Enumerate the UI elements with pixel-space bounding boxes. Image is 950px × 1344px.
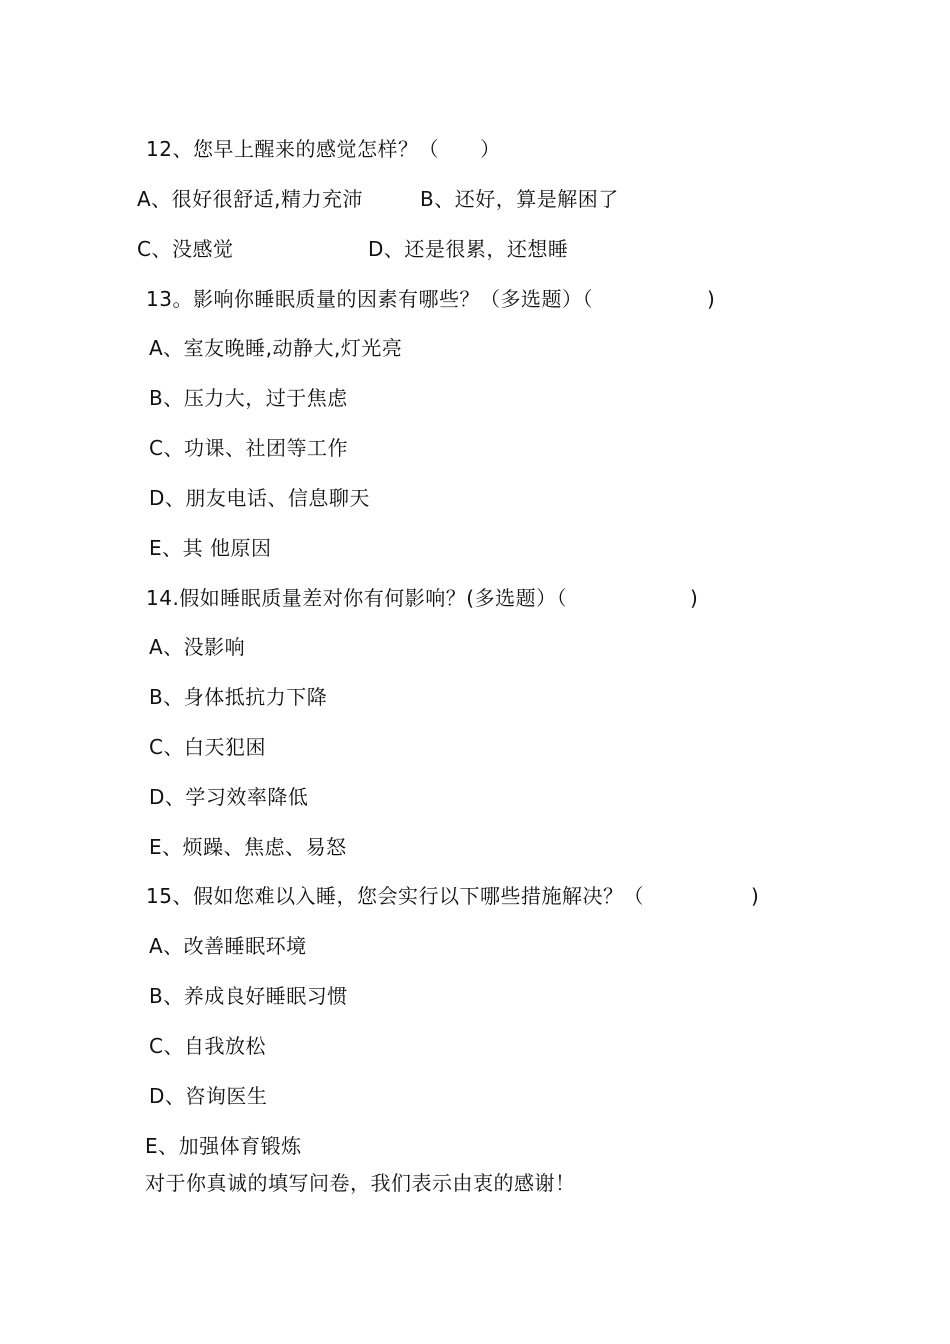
- q13-option-c: C、功课、社团等工作: [149, 436, 348, 460]
- q13-option-a: A、室友晚睡,动静大,灯光亮: [149, 336, 403, 360]
- q15-option-a: A、改善睡眠环境: [149, 934, 307, 958]
- question-13: 13。影响你睡眠质量的因素有哪些？（多选题）（: [146, 287, 593, 311]
- q13-option-b: B、压力大，过于焦虑: [149, 386, 348, 410]
- question-14: 14.假如睡眠质量差对你有何影响？(多选题）（: [146, 586, 568, 610]
- q15-close-paren: ): [751, 884, 759, 908]
- q15-option-b: B、养成良好睡眠习惯: [149, 984, 348, 1008]
- closing-thanks: 对于你真诚的填写问卷，我们表示由衷的感谢！: [145, 1171, 576, 1195]
- question-15: 15、假如您难以入睡，您会实行以下哪些措施解决？（: [146, 884, 644, 908]
- q14-option-e: E、烦躁、焦虑、易怒: [149, 835, 347, 859]
- q14-option-c: C、白天犯困: [149, 735, 266, 759]
- q12-option-d: D、还是很累，还想睡: [368, 237, 569, 261]
- q13-option-e: E、其 他原因: [149, 536, 272, 560]
- q14-option-b: B、身体抵抗力下降: [149, 685, 328, 709]
- q14-option-d: D、学习效率降低: [149, 785, 309, 809]
- q14-close-paren: ): [690, 586, 698, 610]
- q12-option-b: B、还好，算是解困了: [420, 187, 619, 211]
- q12-option-c: C、没感觉: [137, 237, 234, 261]
- q15-option-e: E、加强体育锻炼: [145, 1134, 302, 1158]
- q15-option-c: C、自我放松: [149, 1034, 266, 1058]
- q15-option-d: D、咨询医生: [149, 1084, 268, 1108]
- q14-option-a: A、没影响: [149, 635, 246, 659]
- q12-option-a: A、很好很舒适,精力充沛: [137, 187, 364, 211]
- q13-close-paren: ): [707, 287, 715, 311]
- question-12: 12、您早上醒来的感觉怎样？（ ）: [146, 137, 501, 161]
- q13-option-d: D、朋友电话、信息聊天: [149, 486, 370, 510]
